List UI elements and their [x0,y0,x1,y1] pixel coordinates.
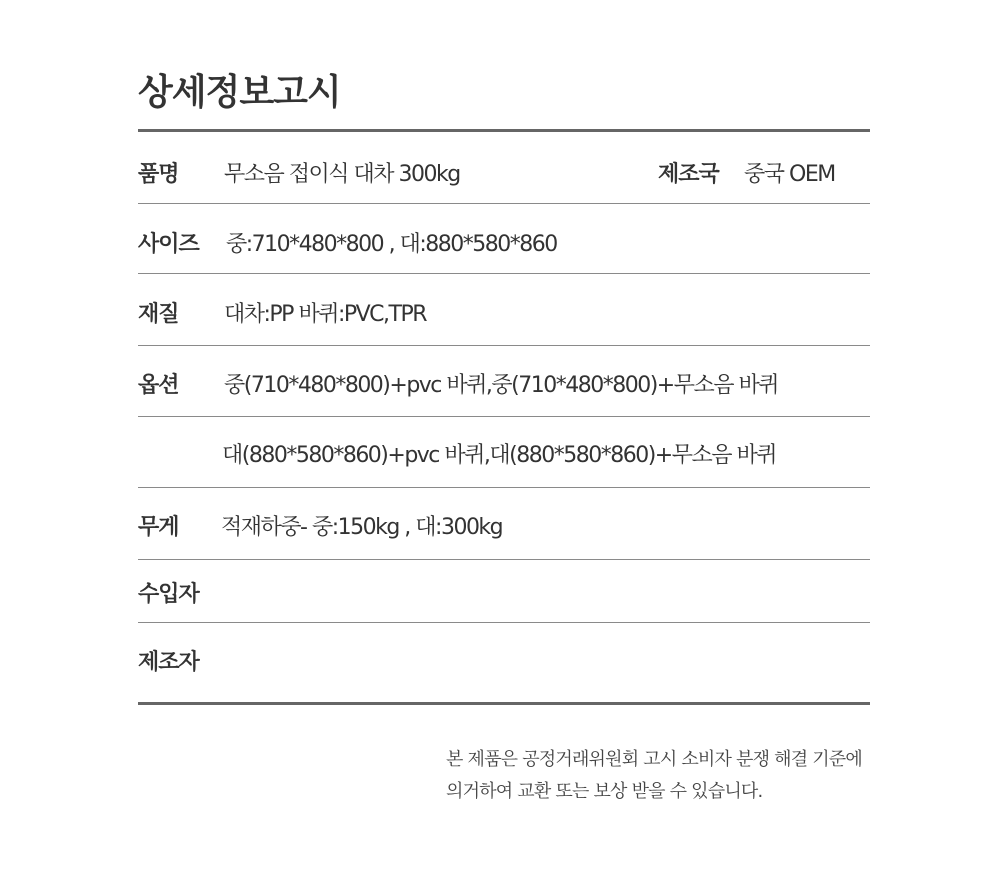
row-weight [138,488,870,560]
row-product-name [138,132,870,204]
page-title: 상세정보고시 [138,72,341,113]
row-size [138,204,870,274]
value-country-of-origin: 중국 OEM [744,162,835,187]
label-country-of-origin: 제조국 [658,162,719,187]
label-material: 재질 [138,302,179,327]
row-option-continued [138,417,870,488]
row-manufacturer [138,623,870,702]
value-option: 중(710*480*800)+pvc 바퀴,중(710*480*800)+무소음 바퀴 [224,373,778,398]
value-product-name: 무소음 접이식 대차 300kg [224,162,460,187]
label-product-name: 품명 [138,162,179,187]
label-manufacturer: 제조자 [138,650,199,675]
label-weight: 무게 [138,515,179,540]
value-option-continued: 대(880*580*860)+pvc 바퀴,대(880*580*860)+무소음 바퀴 [222,443,776,468]
notice-line-2: 의거하여 교환 또는 보상 받을 수 있습니다. [446,781,763,802]
label-option: 옵션 [138,373,179,398]
label-size: 사이즈 [138,232,199,257]
row-importer [138,560,870,623]
value-weight: 적재하중- 중:150kg , 대:300kg [221,515,503,540]
value-material: 대차:PP 바퀴:PVC,TPR [224,302,427,327]
notice-line-1: 본 제품은 공정거래위원회 고시 소비자 분쟁 해결 기준에 [446,749,862,770]
exchange-notice [446,744,862,808]
row-option [138,346,870,417]
label-importer: 수입자 [138,582,199,607]
value-size: 중:710*480*800 , 대:880*580*860 [226,232,557,257]
product-info-table [138,129,870,705]
row-material [138,274,870,346]
